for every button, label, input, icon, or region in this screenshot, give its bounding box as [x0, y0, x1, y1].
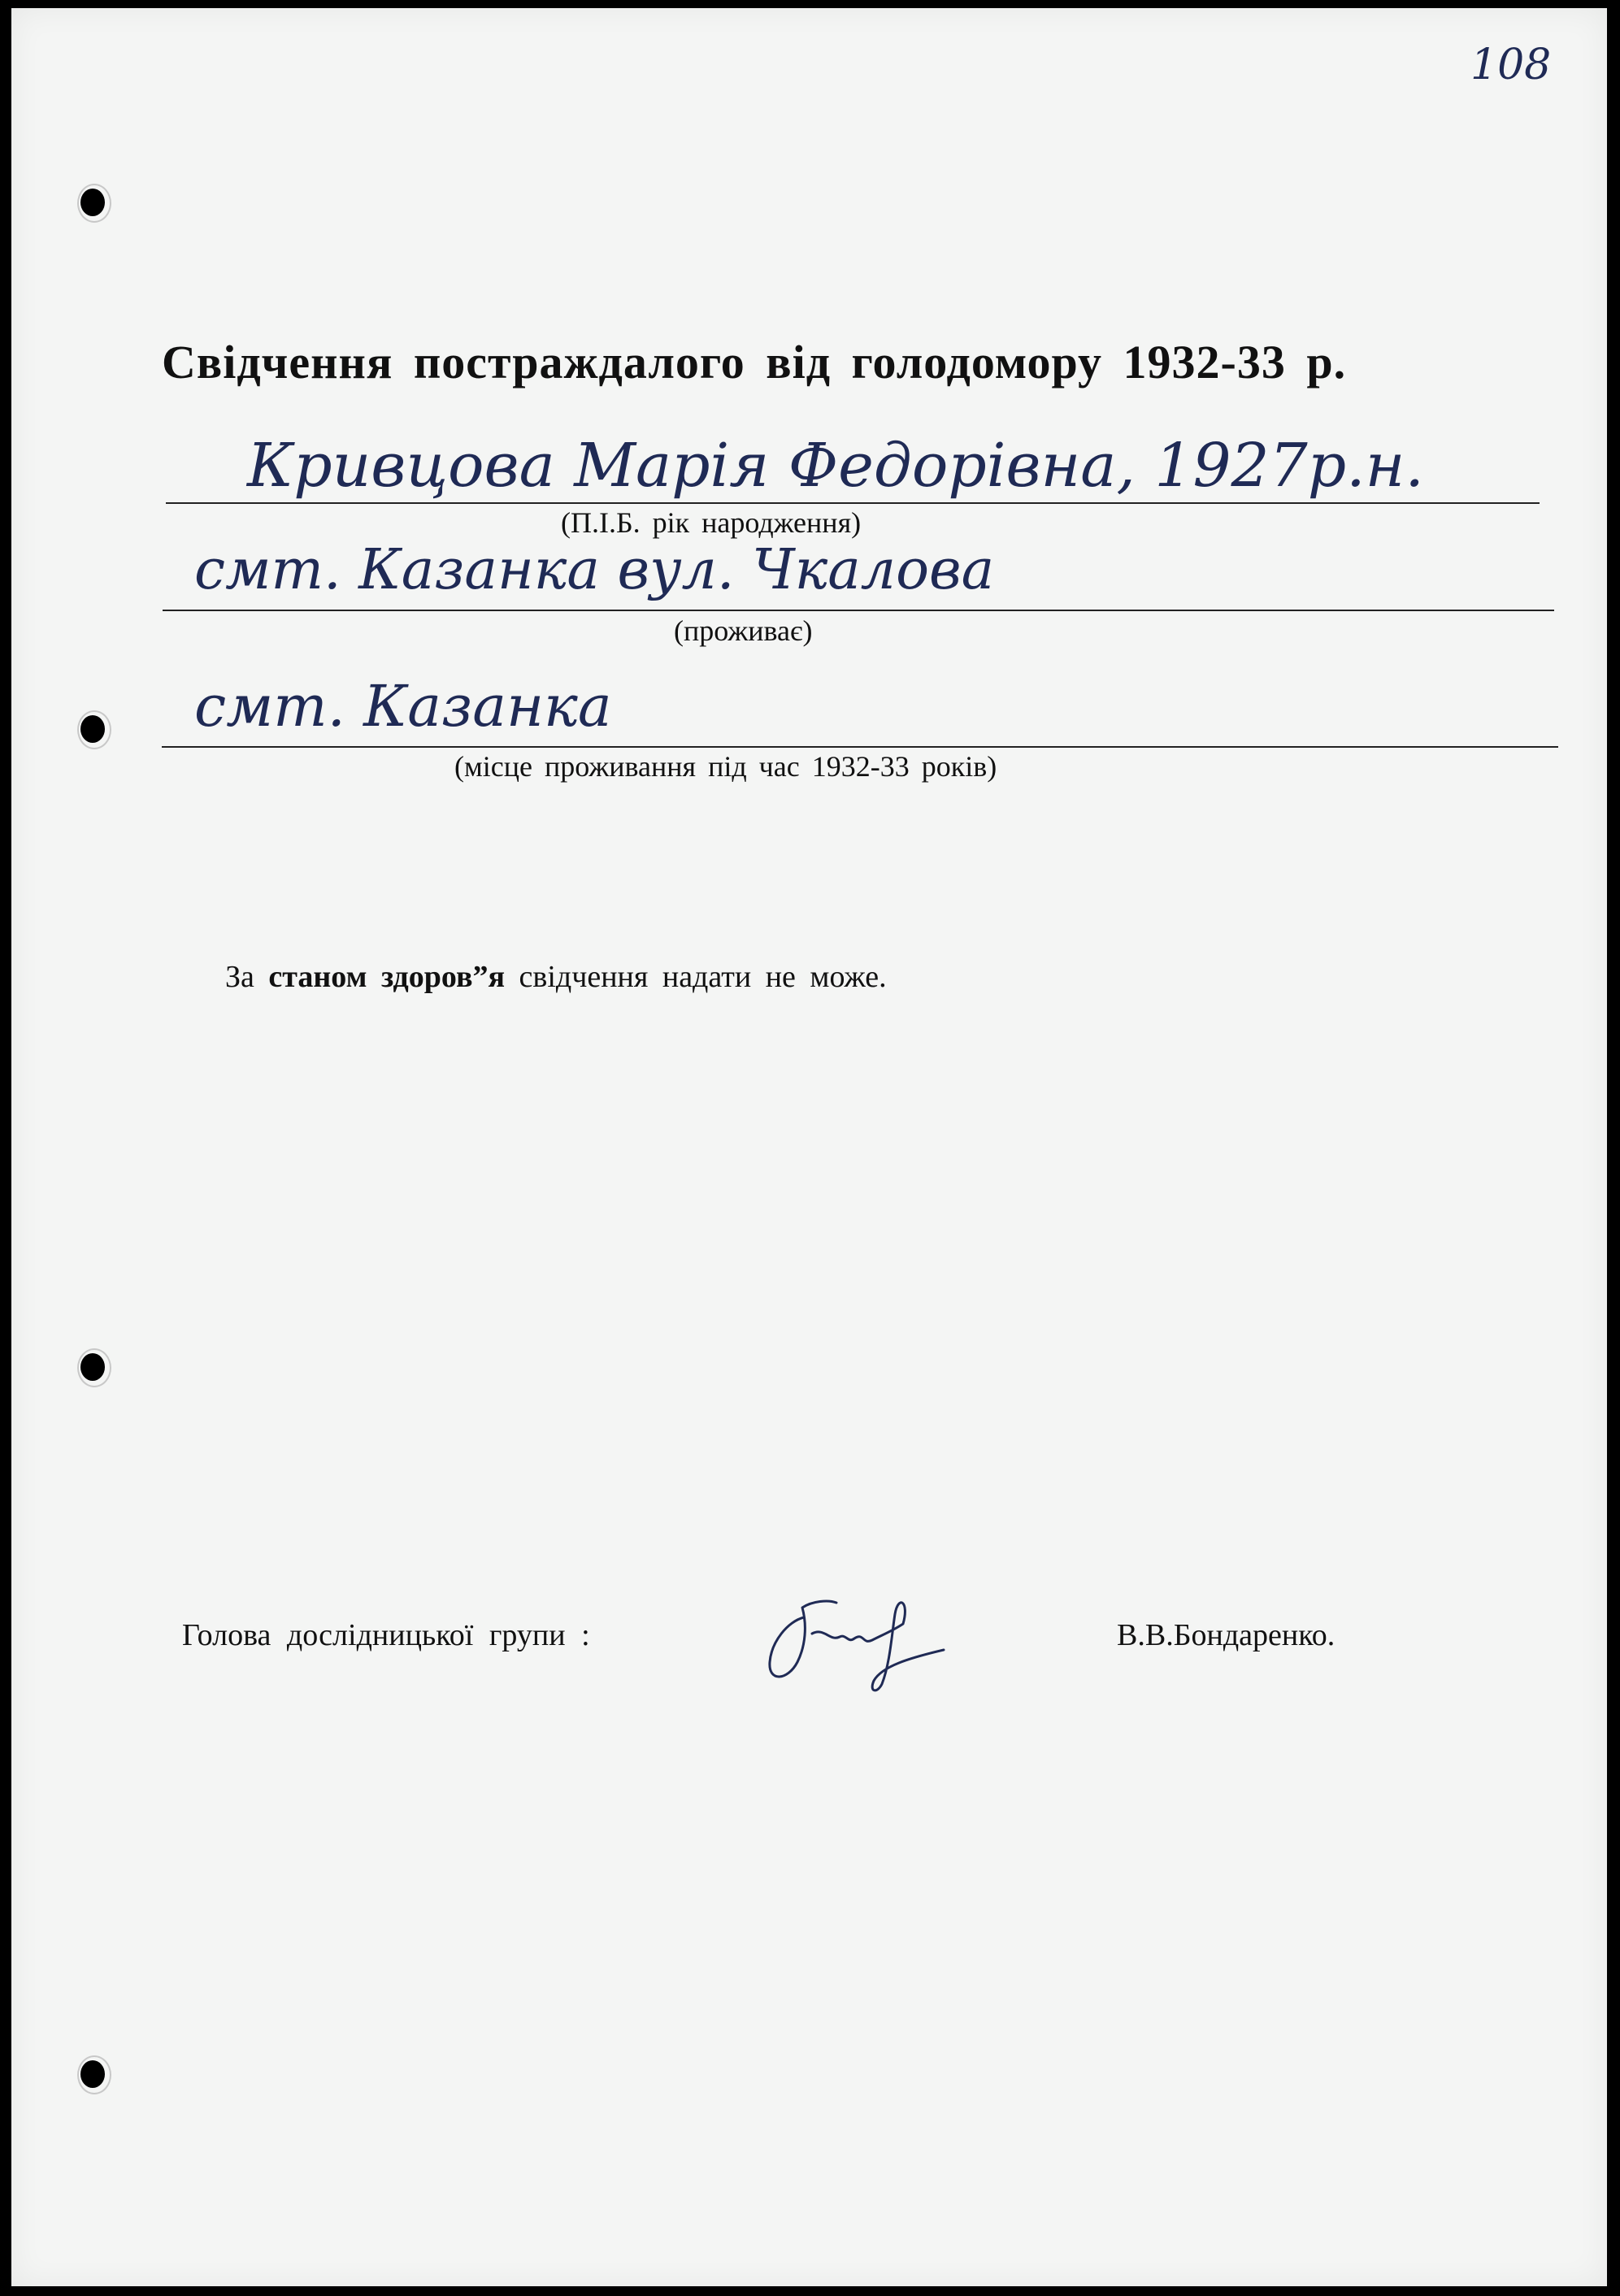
punch-hole	[80, 189, 105, 216]
place-value: смт. Казанка	[194, 673, 612, 740]
signature-label: Голова дослідницької групи :	[182, 1618, 590, 1652]
statement-prefix: За	[225, 960, 254, 994]
statement-suffix: свідчення надати не може.	[519, 960, 887, 994]
name-caption: (П.І.Б. рік народження)	[561, 506, 862, 539]
page-number: 108	[1470, 41, 1552, 89]
address-underline	[163, 610, 1554, 611]
address-value: смт. Казанка вул. Чкалова	[194, 538, 995, 602]
name-value: Кривцова Марія Федорівна, 1927р.н.	[247, 431, 1424, 501]
place-caption: (місце проживання під час 1932-33 років)	[454, 750, 997, 783]
punch-hole	[80, 715, 105, 743]
document-page	[11, 8, 1607, 2286]
handwritten-signature	[755, 1585, 966, 1699]
address-caption: (проживає)	[674, 614, 813, 647]
place-underline	[162, 746, 1558, 748]
signatory-name: В.В.Бондаренко.	[1117, 1618, 1336, 1652]
punch-hole	[80, 1353, 105, 1381]
name-underline	[166, 502, 1540, 504]
punch-hole	[80, 2060, 105, 2088]
statement-text	[225, 959, 887, 995]
statement-emphasis: станом здоров”я	[268, 960, 506, 994]
document-title: Свідчення постраждалого від голодомору 1932-33 р.	[162, 336, 1347, 388]
